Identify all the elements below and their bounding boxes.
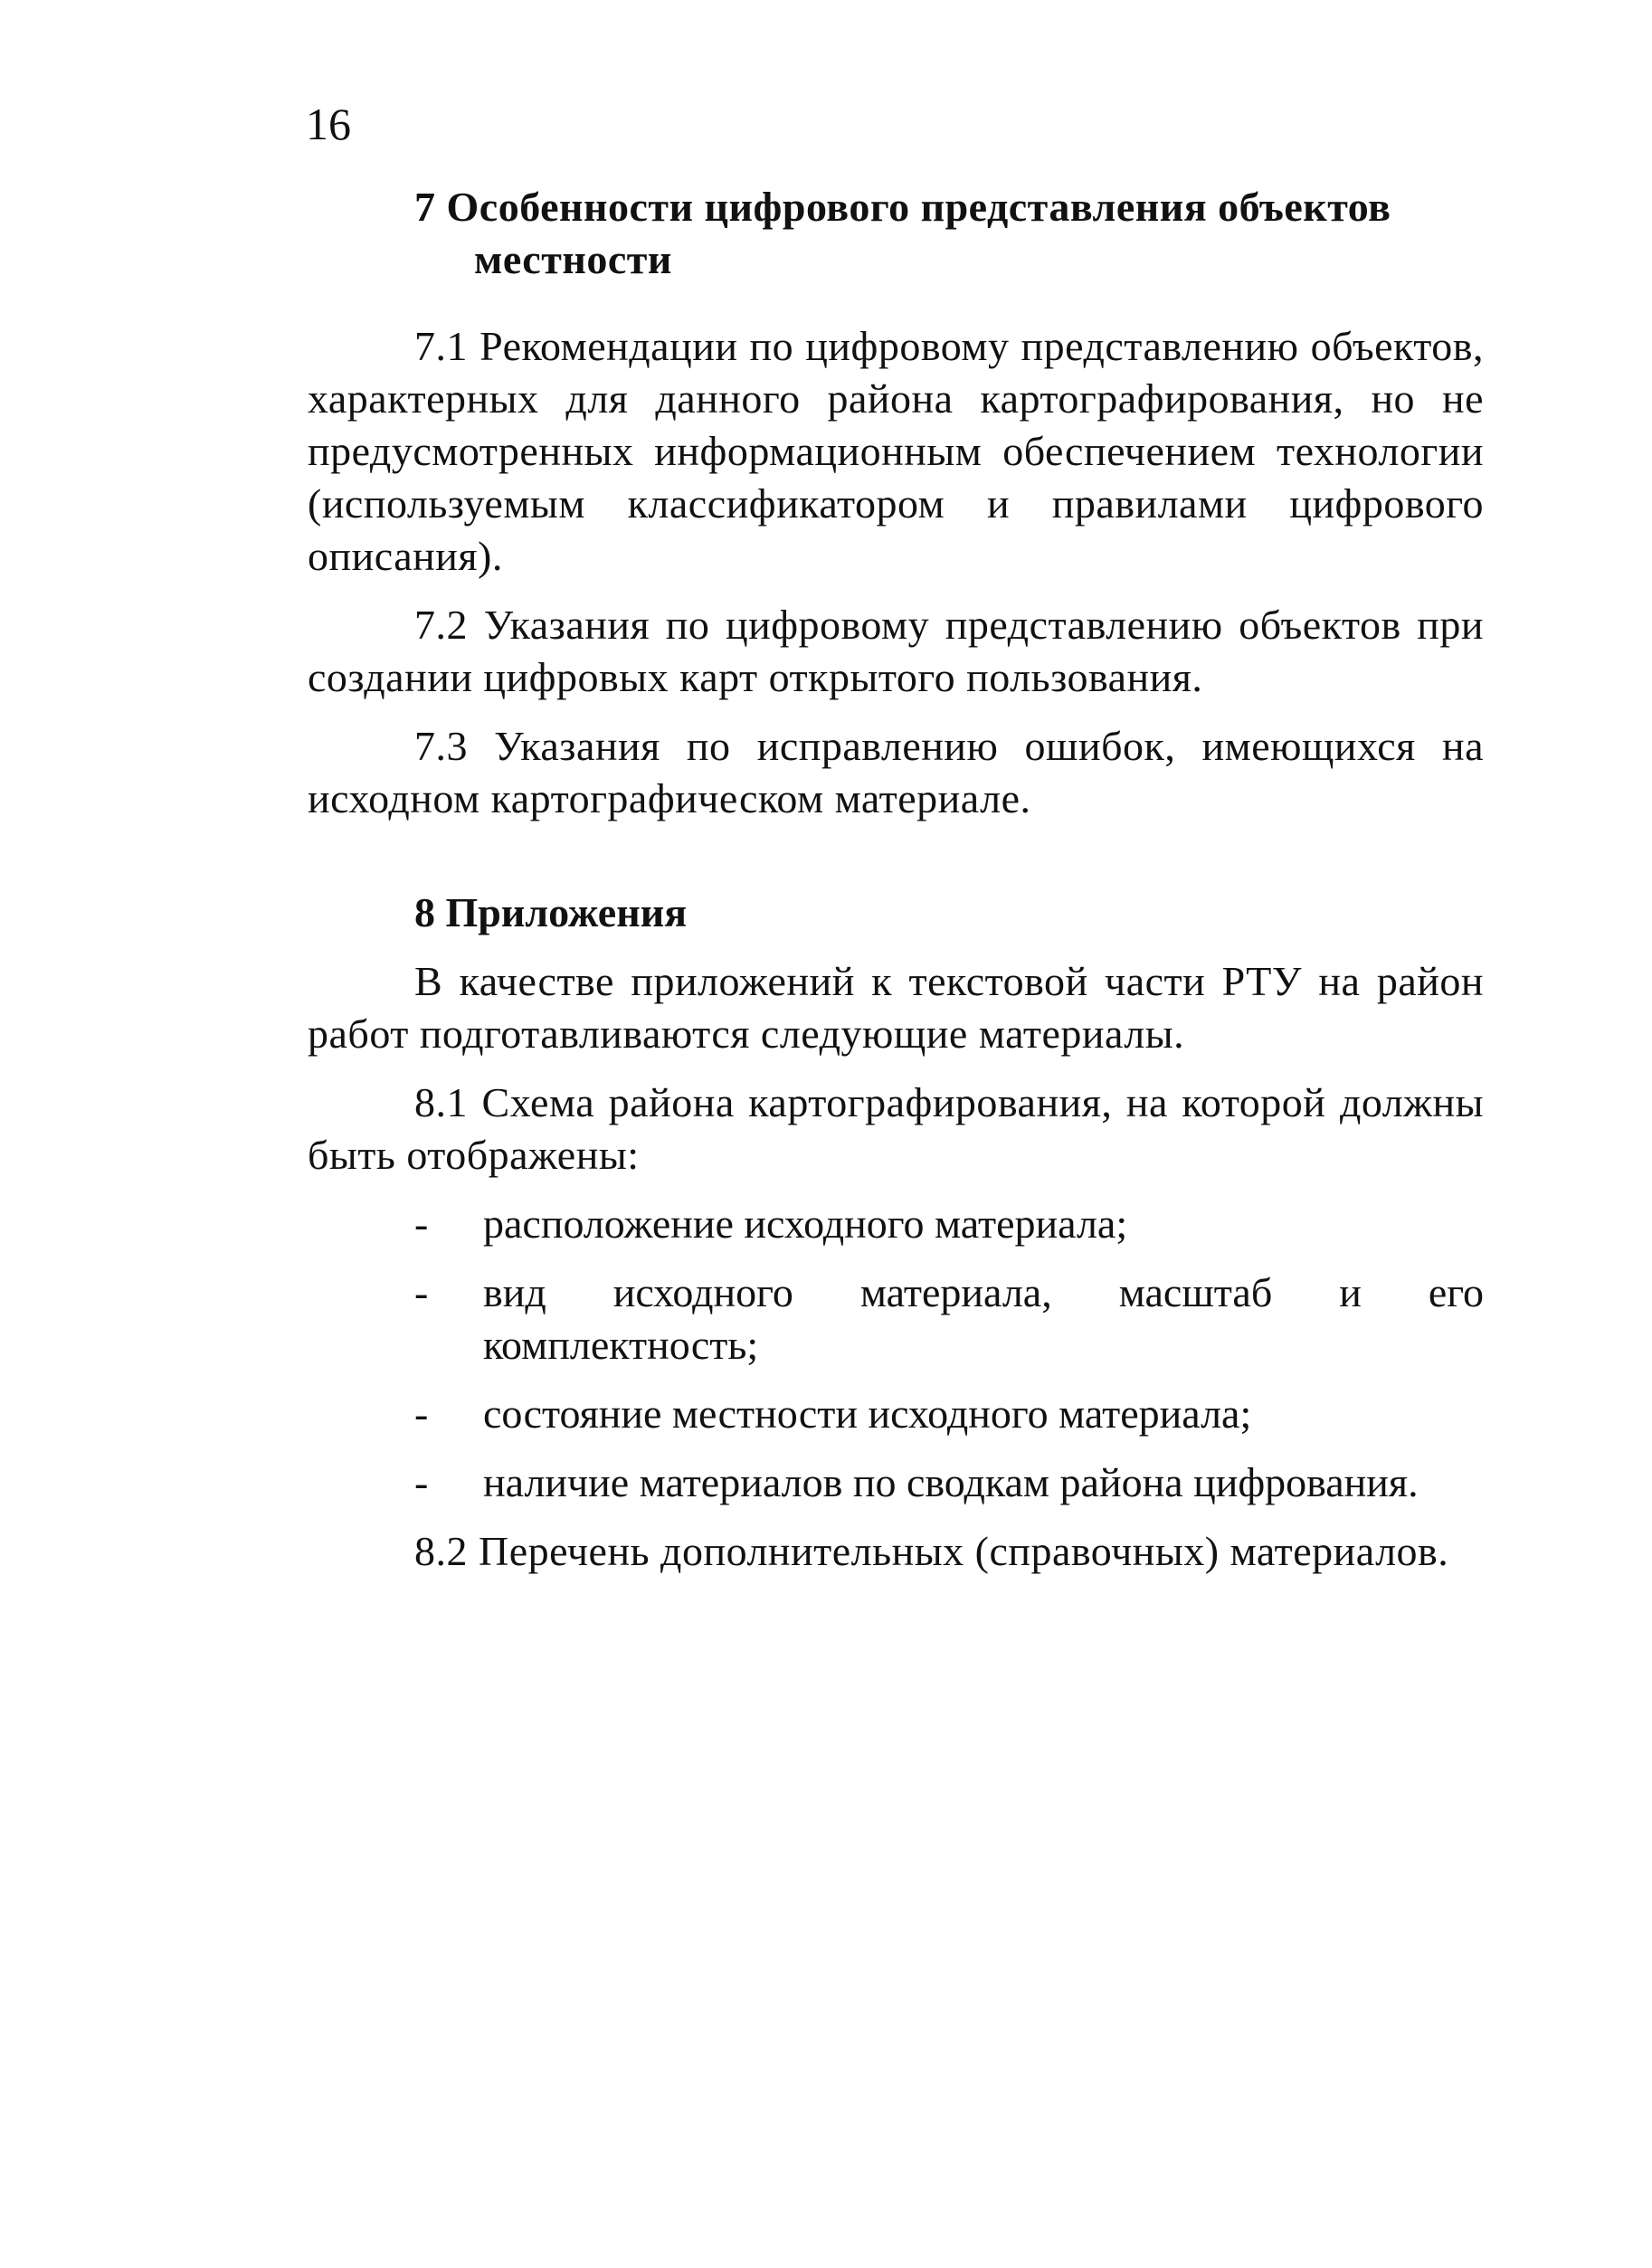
section-8-heading: 8 Приложения [414, 889, 688, 935]
list-item-text: расположение исходного материала; [483, 1200, 1128, 1247]
list-item-text: вид исходного материала, масштаб и его комплектность; [483, 1269, 1484, 1368]
paragraph-7-1: 7.1 Рекомендации по цифровому представлению объектов, характерных для данного района картографирования, но не предусмотренных информационным обеспечением технологии (используемым классификатором и правилами цифрового описания). [308, 323, 1484, 579]
paragraph-7-2: 7.2 Указания по цифровому представлению объектов при создании цифровых карт открытого пользования. [308, 602, 1484, 700]
paragraph-7-3: 7.3 Указания по исправлению ошибок, имеющихся на исходном картографическом материале. [308, 723, 1484, 821]
paragraph-8-2: 8.2 Перечень дополнительных (справочных) материалов. [414, 1528, 1449, 1574]
document-body [308, 181, 1484, 1578]
list-item [308, 1198, 1484, 1250]
list-dash: - [414, 1390, 429, 1437]
materials-list [308, 1198, 1484, 1509]
page-number: 16 [306, 99, 351, 149]
list-item-text: наличие материалов по сводкам района цифрования. [483, 1459, 1419, 1505]
list-dash: - [414, 1200, 429, 1247]
section-8-intro: В качестве приложений к текстовой части РТУ на район работ подготавливаются следующие материалы. [308, 958, 1484, 1057]
paragraph-8-1: 8.1 Схема района картографирования, на которой должны быть отображены: [308, 1079, 1484, 1178]
list-item-text: состояние местности исходного материала; [483, 1390, 1252, 1437]
list-item [308, 1388, 1484, 1440]
list-dash: - [414, 1269, 429, 1315]
list-item [308, 1457, 1484, 1509]
list-dash: - [414, 1459, 429, 1505]
section-7-heading: 7 Особенности цифрового представления объектов местности [414, 184, 1391, 282]
list-item [308, 1267, 1484, 1371]
